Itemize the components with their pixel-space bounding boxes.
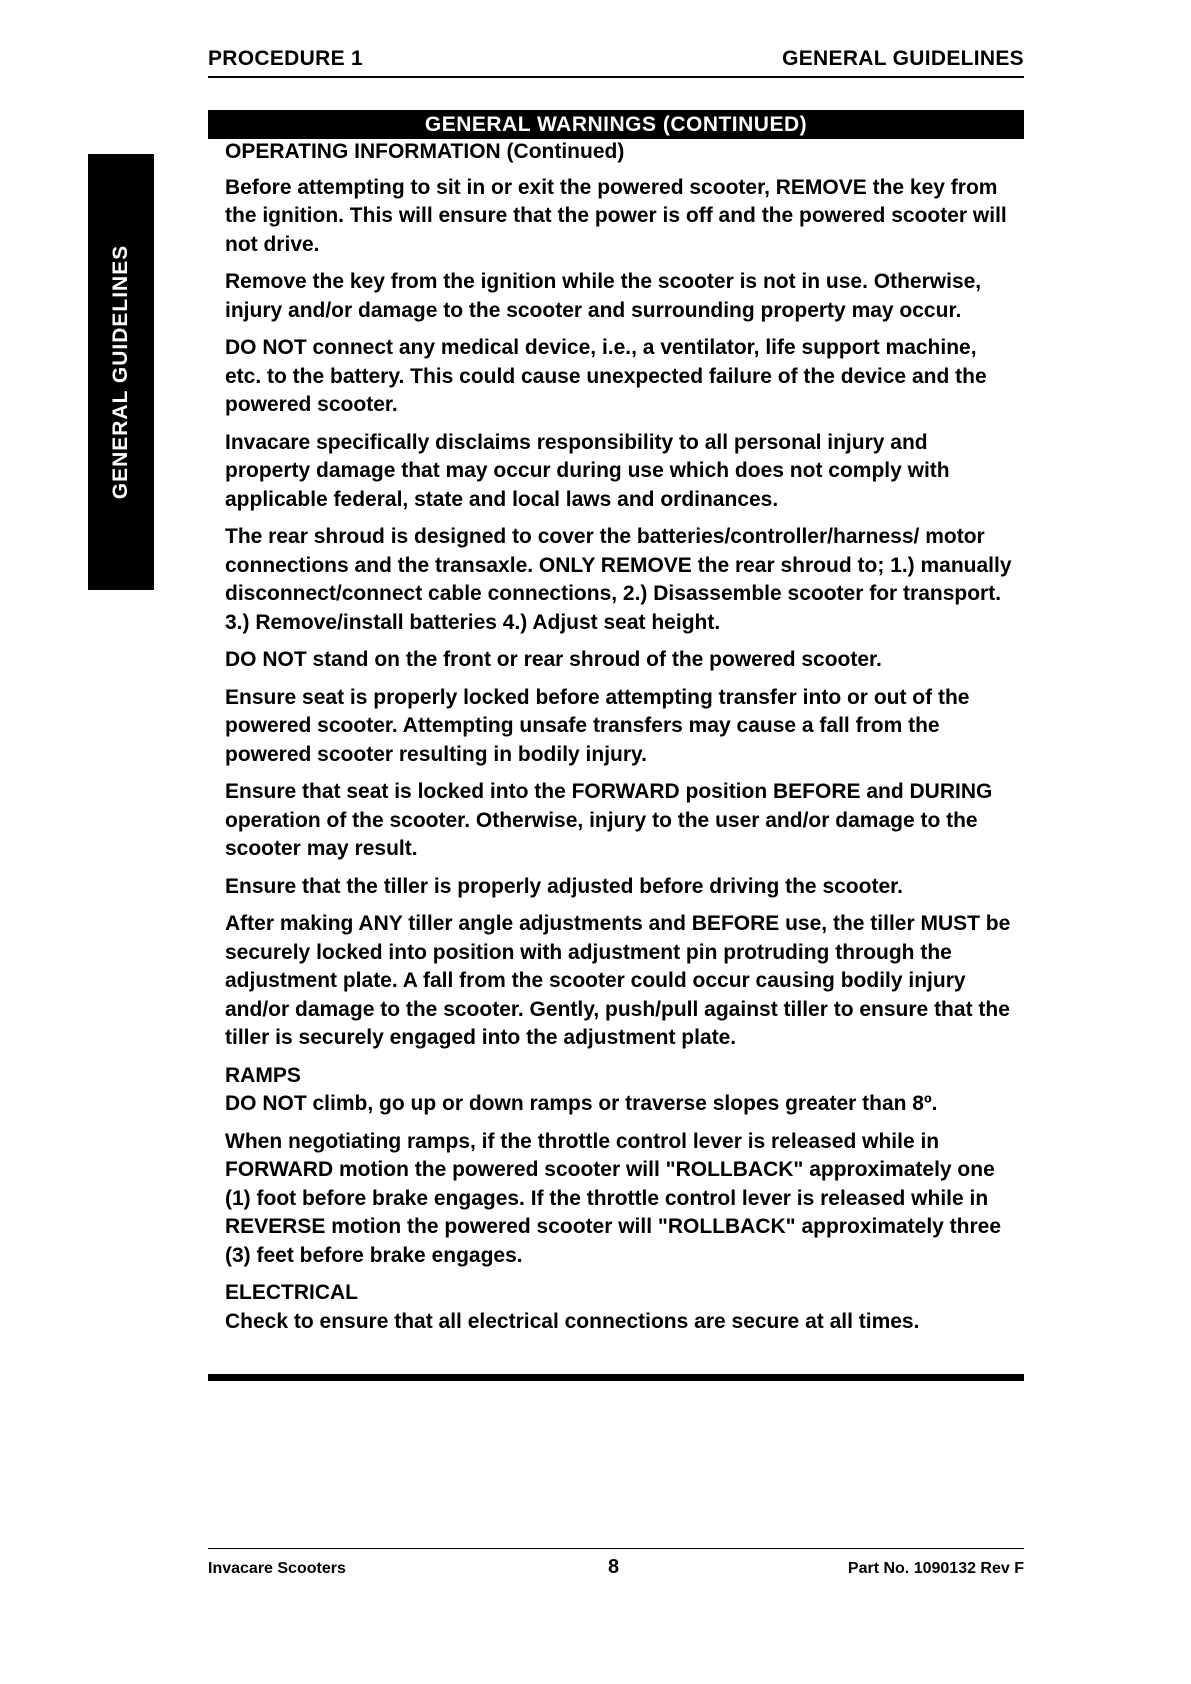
electrical-heading: ELECTRICAL: [225, 1281, 358, 1304]
page-footer: [208, 1556, 1024, 1584]
side-section-tab: [88, 154, 154, 590]
paragraph-remove-key: Before attempting to sit in or exit the powered scooter, REMOVE the key from the ignition. This will ensure that the power is off and the powered scooter will not drive.: [225, 175, 1007, 256]
paragraph-seat-locked: Ensure seat is properly locked before attempting transfer into or out of the powered scooter. Attempting unsafe transfers may cause a fall from the powered scooter resulting in bodily injury.: [225, 685, 970, 766]
section-title: GENERAL GUIDELINES: [782, 47, 1024, 70]
paragraph-rear-shroud: The rear shroud is designed to cover the batteries/controller/harness/ motor connections and the transaxle. ONLY REMOVE the rear shroud to; 1.) manually disconnect/connect cable connections, 2.) Disassemble scooter for transport. 3.) Remove/install batteries 4.) Adjust seat height.: [225, 525, 1012, 634]
paragraph-seat-forward: Ensure that seat is locked into the FORWARD position BEFORE and DURING operation of the scooter. Otherwise, injury to the user and/or damage to the scooter may result.: [225, 780, 993, 860]
procedure-label: PROCEDURE 1: [208, 47, 363, 70]
paragraph-electrical: Check to ensure that all electrical connections are secure at all times.: [225, 1309, 920, 1333]
ramps-heading: RAMPS: [225, 1063, 301, 1087]
warnings-content: [225, 138, 1015, 1345]
paragraph-key-not-in-use: Remove the key from the ignition while the scooter is not in use. Otherwise, injury and/or damage to the scooter and surrounding property may occur.: [225, 270, 982, 322]
footer-product: Invacare Scooters: [208, 1560, 346, 1577]
paragraph-do-not-stand: DO NOT stand on the front or rear shroud of the powered scooter.: [225, 648, 882, 671]
footer-divider: [208, 1548, 1024, 1549]
warnings-banner: GENERAL WARNINGS (CONTINUED): [208, 110, 1024, 139]
paragraph-ramps-rollback: When negotiating ramps, if the throttle control lever is released while in FORWARD motion the powered scooter will "ROLLBACK" approximately one (1) foot before brake engages. If the throttle control lever is released while in REVERSE motion the powered scooter will "ROLLBACK" approximately three (3) feet before brake engages.: [225, 1129, 1002, 1267]
paragraph-tiller-locked: After making ANY tiller angle adjustments and BEFORE use, the tiller MUST be securely locked into position with adjustment pin protruding through the adjustment plate. A fall from the scooter could occur causing bodily injury and/or damage to the scooter. Gently, push/pull against tiller to ensure that the tiller is securely engaged into the adjustment plate.: [225, 912, 1011, 1049]
paragraph-ramps-slope: DO NOT climb, go up or down ramps or traverse slopes greater than 8º.: [225, 1092, 938, 1115]
part-number: Part No. 1090132 Rev F: [847, 1560, 1024, 1577]
section-end-rule: [208, 1374, 1024, 1381]
paragraph-disclaimer: Invacare specifically disclaims responsibility to all personal injury and property damage that may occur during use which does not comply with applicable federal, state and local laws and ordinances.: [225, 430, 950, 511]
page-number: 8: [608, 1556, 620, 1578]
page-header: [208, 44, 1024, 78]
operating-heading: OPERATING INFORMATION (Continued): [225, 140, 625, 163]
side-tab-label: GENERAL GUIDELINES: [109, 244, 132, 500]
paragraph-tiller-adjusted: Ensure that the tiller is properly adjusted before driving the scooter.: [225, 874, 903, 898]
paragraph-medical-device: DO NOT connect any medical device, i.e., a ventilator, life support machine, etc. to the battery. This could cause unexpected failure of the device and the powered scooter.: [225, 336, 987, 416]
